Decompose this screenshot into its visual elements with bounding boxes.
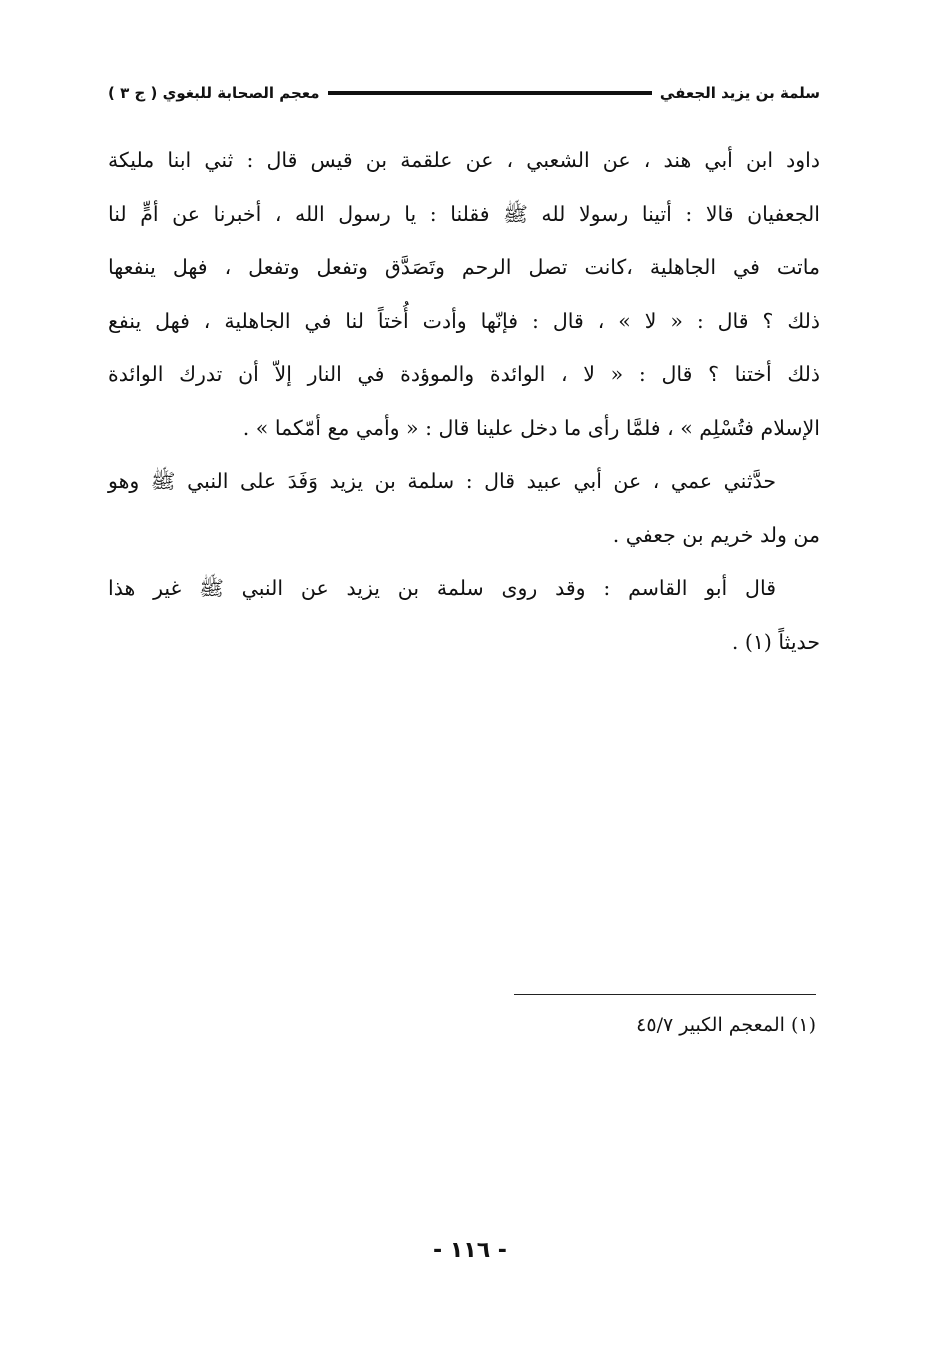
running-header bbox=[108, 78, 820, 108]
footnote: (١) المعجم الكبير ٤٥/٧ bbox=[636, 1014, 816, 1036]
body-text bbox=[108, 134, 820, 669]
body-line: ماتت في الجاهلية ،كانت تصل الرحم وتَصَدَّق وتفعل وتفعل ، فهل ينفعها bbox=[108, 255, 820, 279]
body-line: حدَّثني عمي ، عن أبي عبيد قال : سلمة بن يزيد وَفَدَ على النبي ﷺ وهو bbox=[108, 469, 776, 493]
body-line: داود ابن أبي هند ، عن الشعبي ، عن علقمة بن قيس قال : ثني ابنا مليكة bbox=[108, 148, 820, 172]
header-book-title: معجم الصحابة للبغوي ( ج ٣ ) bbox=[108, 84, 320, 102]
body-line: حديثاً (١) . bbox=[731, 629, 820, 654]
body-line: الجعفيان قالا : أتينا رسولا لله ﷺ فقلنا : يا رسول الله ، أخبرنا عن أمٍّ لنا bbox=[108, 201, 820, 226]
body-line: الإسلام فتُسْلِم » ، فلمَّا رأى ما دخل علينا قال : « وأمي مع أمّكما » . bbox=[242, 415, 820, 440]
header-rule bbox=[328, 91, 652, 95]
body-line: قال أبو القاسم : وقد روى سلمة بن يزيد عن النبي ﷺ غير هذا bbox=[108, 576, 776, 600]
body-line: ذلك ؟ قال : « لا » ، قال : فإنّها وأدت أُختاً لنا في الجاهلية ، فهل ينفع bbox=[108, 308, 820, 333]
body-line: ذلك أختنا ؟ قال : « لا ، الوائدة والموؤدة في النار إلاّ أن تدرك الوائدة bbox=[108, 362, 820, 386]
footnote-rule bbox=[514, 994, 816, 995]
page-number: - ١١٦ - bbox=[433, 1238, 507, 1263]
header-chapter-title: سلمة بن يزيد الجعفي bbox=[659, 84, 820, 102]
body-line: من ولد خريم بن جعفي . bbox=[612, 522, 820, 547]
